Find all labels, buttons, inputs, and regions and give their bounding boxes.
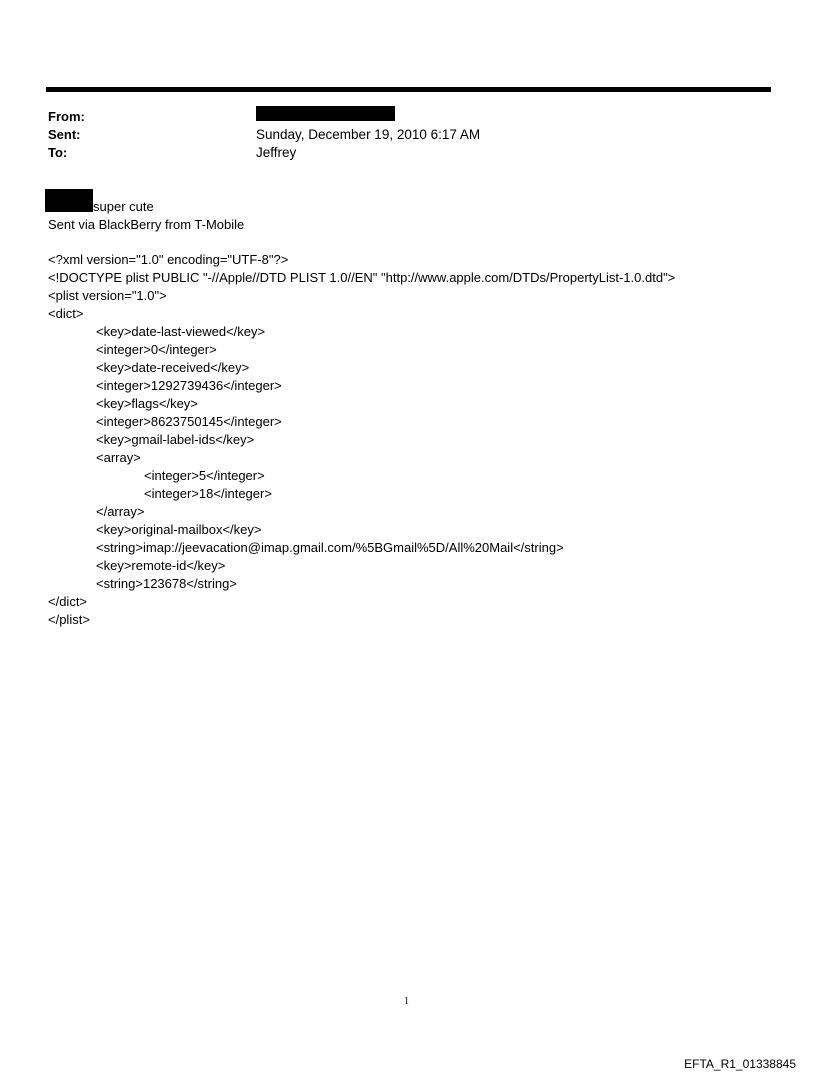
xml-line: </array>: [96, 504, 145, 519]
xml-line: <integer>1292739436</integer>: [96, 378, 282, 393]
message-signature: Sent via BlackBerry from T-Mobile: [48, 217, 245, 232]
xml-line: <integer>18</integer>: [144, 486, 272, 501]
bates-number: EFTA_R1_01338845: [684, 1057, 796, 1071]
redacted-name-block: [45, 189, 93, 212]
xml-line: <!DOCTYPE plist PUBLIC "-//Apple//DTD PLIST 1.0//EN" "http://www.apple.com/DTDs/PropertyList-1.0.dtd">: [48, 270, 676, 285]
xml-line: <dict>: [48, 306, 84, 321]
xml-line: <string>123678</string>: [96, 576, 237, 591]
xml-line: <key>flags</key>: [96, 396, 198, 411]
sent-label: Sent:: [48, 127, 81, 142]
to-label: To:: [48, 145, 68, 160]
to-value: Jeffrey: [256, 145, 297, 160]
from-label: From:: [48, 109, 85, 124]
xml-line: <key>gmail-label-ids</key>: [96, 432, 255, 447]
xml-line: <integer>5</integer>: [144, 468, 265, 483]
xml-line: <key>date-received</key>: [96, 360, 250, 375]
xml-line: <key>remote-id</key>: [96, 558, 226, 573]
xml-line: <integer>8623750145</integer>: [96, 414, 282, 429]
xml-line: <plist version="1.0">: [48, 288, 167, 303]
xml-line: <key>original-mailbox</key>: [96, 522, 262, 537]
xml-line: <integer>0</integer>: [96, 342, 217, 357]
xml-line: <string>imap://jeevacation@imap.gmail.com/%5BGmail%5D/All%20Mail</string>: [96, 540, 564, 555]
message-greeting: super cute: [93, 199, 154, 214]
page-number: 1: [404, 996, 409, 1007]
xml-line: <?xml version="1.0" encoding="UTF-8"?>: [48, 252, 289, 267]
redacted-sender-block: [256, 106, 395, 121]
xml-line: </plist>: [48, 612, 90, 627]
xml-line: </dict>: [48, 594, 88, 609]
xml-line: <array>: [96, 450, 141, 465]
xml-line: <key>date-last-viewed</key>: [96, 324, 266, 339]
header-rule: [46, 87, 771, 92]
sent-value: Sunday, December 19, 2010 6:17 AM: [256, 127, 481, 142]
